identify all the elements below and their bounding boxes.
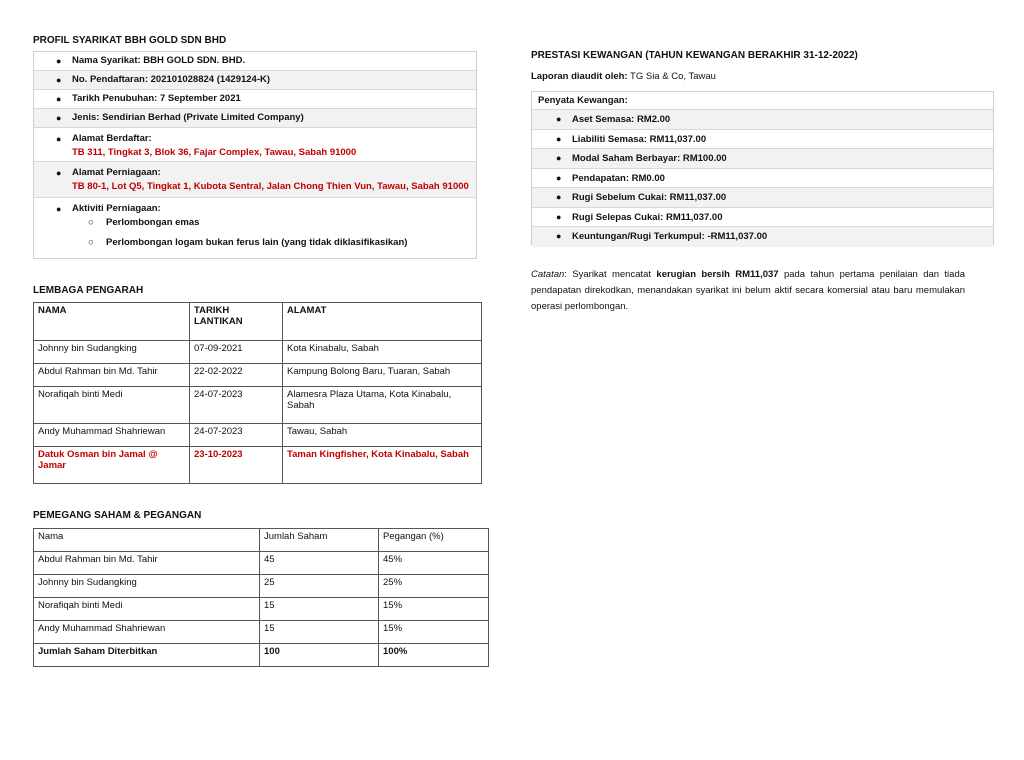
auditor-name: TG Sia & Co, Tawau [627, 71, 716, 82]
column-header: Nama [34, 529, 260, 552]
bullet-icon: ● [56, 94, 62, 104]
bullet-icon: ● [56, 75, 62, 85]
bullet-icon: ● [56, 168, 62, 178]
bullet-icon: ● [56, 204, 62, 214]
column-header: NAMA [34, 303, 190, 341]
profile-registration-no: ● No. Pendaftaran: 202101028824 (1429124-K) [34, 71, 476, 90]
table-row-highlighted: Datuk Osman bin Jamal @ Jamar 23-10-2023 Taman Kingfisher, Kota Kinabalu, Sabah [34, 447, 482, 484]
table-row: Andy Muhammad Shahriewan 15 15% [34, 621, 489, 644]
finance-item: ● Rugi Sebelum Cukai: RM11,037.00 [532, 188, 993, 208]
bullet-icon: ● [556, 114, 562, 124]
note-highlight: kerugian bersih RM11,037 [656, 269, 779, 280]
finance-item: ● Aset Semasa: RM2.00 [532, 110, 993, 130]
table-row: Norafiqah binti Medi 15 15% [34, 598, 489, 621]
directors-table [33, 302, 482, 484]
bullet-icon: ● [556, 172, 562, 183]
table-total-row: Jumlah Saham Diterbitkan 100 100% [34, 644, 489, 667]
profile-company-name: ● Nama Syarikat: BBH GOLD SDN. BHD. [34, 52, 476, 71]
bullet-icon: ● [556, 153, 562, 163]
bullet-icon: ● [556, 192, 562, 202]
company-profile-box [33, 51, 477, 259]
note-label: Catatan [531, 269, 565, 280]
bullet-icon: ● [56, 113, 62, 123]
finance-title: PRESTASI KEWANGAN (TAHUN KEWANGAN BERAKHIR 31-12-2022) [531, 50, 858, 61]
profile-company-type: ● Jenis: Sendirian Berhad (Private Limited Company) [34, 109, 476, 128]
registered-address-value: TB 311, Tingkat 3, Blok 36, Fajar Complex, Tawau, Sabah 91000 [72, 147, 357, 158]
statement-header: Penyata Kewangan: [532, 92, 993, 110]
table-row: Abdul Rahman bin Md. Tahir 45 45% [34, 552, 489, 575]
circle-bullet-icon: ○ [88, 217, 94, 228]
column-header: Pegangan (%) [379, 529, 489, 552]
shareholders-title: PEMEGANG SAHAM & PEGANGAN [33, 510, 202, 521]
column-header: Jumlah Saham [260, 529, 379, 552]
table-header-row [34, 303, 482, 341]
table-row: Abdul Rahman bin Md. Tahir 22-02-2022 Kampung Bolong Baru, Tuaran, Sabah [34, 364, 482, 387]
table-header-row [34, 529, 489, 552]
profile-incorporation-date: ● Tarikh Penubuhan: 7 September 2021 [34, 90, 476, 109]
bullet-icon: ● [556, 133, 562, 144]
profile-business-address: ● Alamat Perniagaan: TB 80-1, Lot Q5, Tingkat 1, Kubota Sentral, Jalan Chong Thien Vun, Tawau, Sabah 91000 [34, 162, 476, 198]
financial-statement-box [531, 91, 994, 245]
note-paragraph: Catatan: Syarikat mencatat kerugian bersih RM11,037 pada tahun pertama penilaian dan tiada pendapatan direkodkan, menandakan syarikat ini belum aktif secara komersial atau baru memulakan operasi perlombongan. [531, 269, 966, 312]
circle-bullet-icon: ○ [88, 237, 94, 248]
profile-business-activities: ● Aktiviti Perniagaan: ○ Perlombongan emas ○ Perlombongan logam bukan ferus lain (yang tidak diklasifikasikan) [34, 198, 476, 252]
table-row: Johnny bin Sudangking 07-09-2021 Kota Kinabalu, Sabah [34, 341, 482, 364]
shareholders-table [33, 528, 489, 667]
column-header: TARIKH LANTIKAN [190, 303, 283, 341]
finance-item: ● Rugi Selepas Cukai: RM11,037.00 [532, 208, 993, 228]
table-row: Johnny bin Sudangking 25 25% [34, 575, 489, 598]
business-address-value: TB 80-1, Lot Q5, Tingkat 1, Kubota Sentral, Jalan Chong Thien Vun, Tawau, Sabah 91000 [72, 181, 469, 192]
bullet-icon: ● [56, 56, 62, 66]
profile-registered-address: ● Alamat Berdaftar: TB 311, Tingkat 3, Blok 36, Fajar Complex, Tawau, Sabah 91000 [34, 128, 476, 162]
bullet-icon: ● [556, 231, 562, 241]
column-header: ALAMAT [283, 303, 482, 341]
finance-item: ● Modal Saham Berbayar: RM100.00 [532, 149, 993, 169]
table-row: Andy Muhammad Shahriewan 24-07-2023 Tawau, Sabah [34, 424, 482, 447]
bullet-icon: ● [56, 134, 62, 144]
auditor-line: Laporan diaudit oleh: TG Sia & Co, Tawau [531, 71, 716, 82]
activity-item: ○ Perlombongan logam bukan ferus lain (yang tidak diklasifikasikan) [88, 237, 408, 248]
table-row: Norafiqah binti Medi 24-07-2023 Alamesra Plaza Utama, Kota Kinabalu, Sabah [34, 387, 482, 424]
finance-item: ● Pendapatan: RM0.00 [532, 169, 993, 189]
bullet-icon: ● [556, 211, 562, 222]
finance-item: ● Keuntungan/Rugi Terkumpul: -RM11,037.00 [532, 227, 993, 247]
finance-item: ● Liabiliti Semasa: RM11,037.00 [532, 130, 993, 150]
activity-item: ○ Perlombongan emas [88, 217, 200, 228]
profile-title: PROFIL SYARIKAT BBH GOLD SDN BHD [33, 35, 227, 46]
directors-title: LEMBAGA PENGARAH [33, 285, 144, 296]
